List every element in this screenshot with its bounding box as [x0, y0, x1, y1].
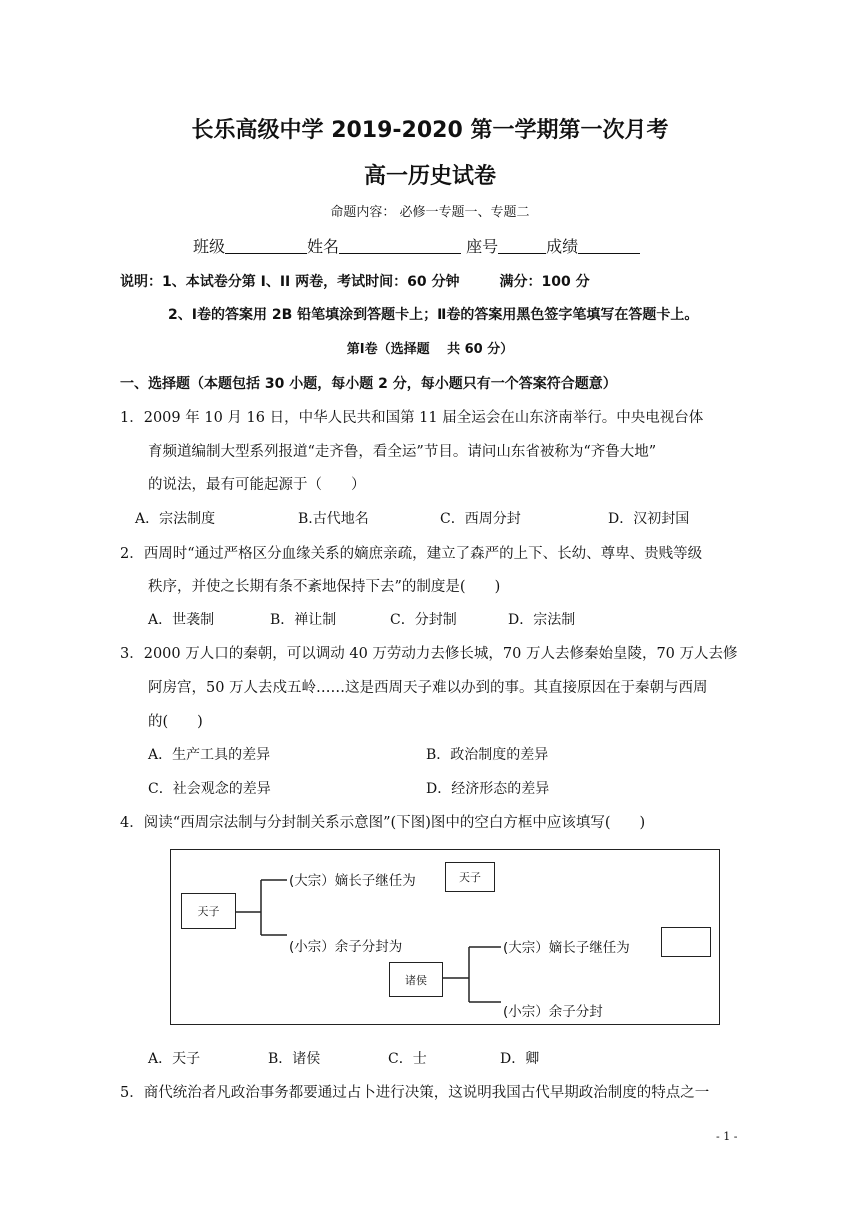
question-1-option-c[interactable]: C．西周分封	[440, 511, 521, 527]
question-5-line-1: 5．商代统治者凡政治事务都要通过占卜进行决策，这说明我国古代早期政治制度的特点之一	[120, 1085, 710, 1101]
diagram-mid-box: 诸侯	[389, 962, 443, 997]
question-4-option-c[interactable]: C．士	[388, 1051, 427, 1067]
question-4-option-b[interactable]: B．诸侯	[268, 1051, 321, 1067]
question-3-option-c[interactable]: C．社会观念的差异	[148, 781, 271, 797]
question-4-option-a[interactable]: A．天子	[148, 1051, 201, 1067]
question-3-line-3: 的( )	[148, 714, 203, 730]
question-1-line-2: 育频道编制大型系列报道“走齐鲁，看全运”节目。请问山东省被称为“齐鲁大地”	[148, 444, 657, 460]
diagram-branch-3: (大宗）嫡长子继任为	[503, 940, 630, 956]
question-2-option-b[interactable]: B．禅让制	[270, 612, 337, 628]
question-3-line-2: 阿房宫，50 万人去戍五岭……这是西周天子难以办到的事。其直接原因在于秦朝与西周	[148, 680, 708, 696]
zongfa-fenfeng-diagram	[170, 849, 720, 1025]
question-3-option-a[interactable]: A．生产工具的差异	[148, 747, 271, 763]
question-1-option-d[interactable]: D．汉初封国	[608, 511, 690, 527]
question-3-option-d[interactable]: D．经济形态的差异	[426, 781, 550, 797]
name-blank[interactable]	[339, 237, 461, 254]
question-1-line-1: 1．2009 年 10 月 16 日，中华人民共和国第 11 届全运会在山东济南举行。中央电视台体	[120, 410, 704, 426]
seat-label: 座号	[466, 237, 499, 256]
diagram-root-box: 天子	[181, 893, 236, 929]
exam-scope: 命题内容： 必修一专题一、专题二	[330, 205, 530, 220]
exam-title: 长乐高级中学 2019-2020 第一学期第一次月考	[191, 118, 669, 143]
question-2-line-1: 2．西周时“通过严格区分血缘关系的嫡庶亲疏，建立了森严的上下、长幼、尊卑、贵贱等级	[120, 546, 703, 562]
question-3-option-b[interactable]: B．政治制度的差异	[426, 747, 549, 763]
diagram-branch-1: (大宗）嫡长子继任为	[289, 873, 416, 889]
question-1-line-3: 的说法，最有可能起源于（ ）	[148, 477, 366, 493]
class-blank[interactable]	[225, 237, 307, 254]
diagram-blank-answer-box[interactable]	[661, 927, 711, 957]
note-line-2: 2、Ⅰ卷的答案用 2B 铅笔填涂到答题卡上；Ⅱ卷的答案用黑色签字笔填写在答题卡上。	[168, 307, 699, 323]
score-blank[interactable]	[578, 237, 640, 254]
question-1-option-b[interactable]: B.古代地名	[298, 511, 369, 527]
section-title: 第Ⅰ卷（选择题 共 60 分）	[346, 342, 514, 357]
question-2-option-c[interactable]: C．分封制	[390, 612, 457, 628]
name-label: 姓名	[307, 237, 340, 256]
question-2-line-2: 秩序，并使之长期有条不紊地保持下去”的制度是( )	[148, 579, 501, 595]
question-1-option-a[interactable]: A．宗法制度	[135, 511, 216, 527]
diagram-branch-2: (小宗）余子分封为	[289, 939, 403, 955]
exam-subtitle: 高一历史试卷	[363, 164, 496, 189]
diagram-branch-4: (小宗）余子分封	[503, 1004, 603, 1020]
question-4-line-1: 4．阅读“西周宗法制与分封制关系示意图”(下图)图中的空白方框中应该填写( )	[120, 815, 646, 831]
score-label: 成绩	[546, 237, 579, 256]
question-3-line-1: 3．2000 万人口的秦朝，可以调动 40 万劳动力去修长城，70 万人去修秦始皇陵，70 万人去修	[120, 646, 738, 662]
diagram-branch-1-box: 天子	[445, 862, 495, 892]
seat-blank[interactable]	[498, 237, 546, 254]
class-label: 班级	[193, 237, 226, 256]
page-number: - 1 -	[716, 1130, 738, 1143]
question-2-option-a[interactable]: A．世袭制	[148, 612, 215, 628]
note-line-1: 说明：1、本试卷分第 I、II 两卷，考试时间：60 分钟 满分：100 分	[120, 274, 590, 290]
student-info-row	[193, 234, 640, 257]
section-heading: 一、选择题（本题包括 30 小题，每小题 2 分，每小题只有一个答案符合题意）	[120, 376, 617, 392]
question-2-option-d[interactable]: D．宗法制	[508, 612, 576, 628]
question-4-option-d[interactable]: D．卿	[500, 1051, 540, 1067]
